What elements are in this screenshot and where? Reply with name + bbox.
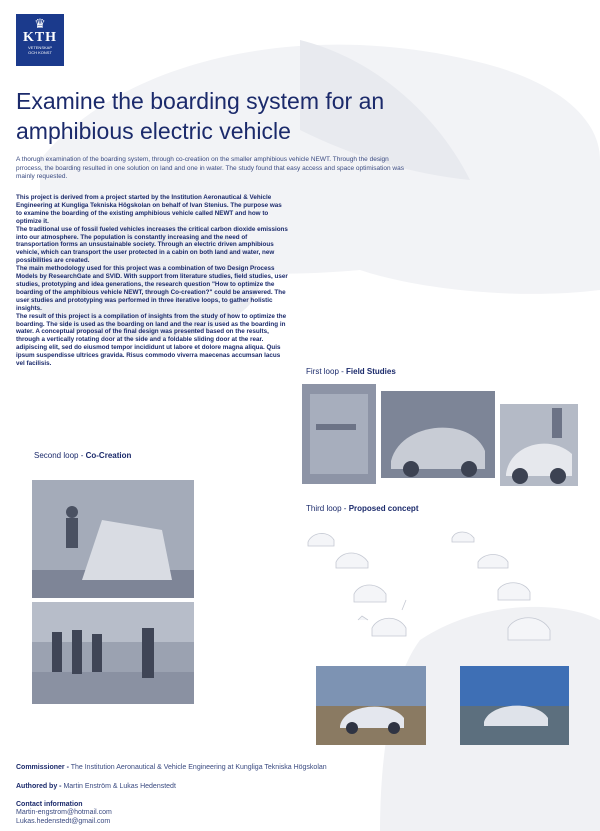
field-study-photo-2 xyxy=(381,391,495,478)
body-paragraph: adipiscing elit, sed do eiusmod tempor incididunt ut labore et dolore magna aliqua. Quis ipsum suspendisse ultrices gravida. Risus commodo viverra maecenas accumsan lacus vel facilisis. xyxy=(16,344,281,368)
authors-label: Authored by - xyxy=(16,783,62,790)
field-study-photo-3 xyxy=(500,404,578,486)
commissioner-line xyxy=(16,764,327,771)
contact-email-1[interactable]: Martin-engstrom@hotmail.com xyxy=(16,809,112,816)
section-third-loop xyxy=(306,504,418,513)
logo-subtext-2: OCH KONST xyxy=(28,50,52,55)
section-prefix: First loop - xyxy=(306,367,347,376)
commissioner-label: Commissioner - xyxy=(16,764,69,771)
co-creation-photo-1 xyxy=(32,480,194,598)
logo-subtext-1: VETENSKAP xyxy=(27,45,52,50)
concept-render-water xyxy=(460,666,569,745)
section-first-loop xyxy=(306,367,396,376)
co-creation-photo-2 xyxy=(32,602,194,704)
body-paragraph: The main methodology used for this project was a combination of two Design Process Models by ResearchGate and SVID. With support from literature studies, field studies, user studies, prototyping and idea generations, the research question "How to optimize the boarding of the amphibious vehicle NEWT, through Co-creation?" could be answered. The user studies and prototyping was performed in three iterative loops, to gather holistic insights. xyxy=(16,265,288,312)
section-prefix: Second loop - xyxy=(34,451,86,460)
authors-value: Martin Enström & Lukas Hedenstedt xyxy=(63,783,176,790)
section-prefix: Third loop - xyxy=(306,504,349,513)
commissioner-value: The Institution Aeronautical & Vehicle Engineering at Kungliga Tekniska Högskolan xyxy=(70,764,327,771)
section-name: Proposed concept xyxy=(348,504,419,513)
kth-logo xyxy=(16,14,64,66)
body-paragraph: The traditional use of fossil fueled vehicles increases the critical carbon dioxide emissions into our atmosphere. The population is constantly increasing and the need of transportation forms an unsustainable society. Through an electric driven amphibious vehicle, which can transport the user protected in a cabin on both land and water, new possibilities are created. xyxy=(16,225,288,265)
contact-email-2[interactable]: Lukas.hedenstedt@gmail.com xyxy=(16,818,111,825)
logo-text: KTH xyxy=(22,30,58,45)
body-text xyxy=(16,194,288,368)
crown-icon: ♛ xyxy=(34,16,46,31)
contact-label: Contact information xyxy=(16,801,83,808)
section-second-loop xyxy=(34,451,131,460)
body-paragraph: This project is derived from a project started by the Institution Aeronautical & Vehicle Engineering at Kungliga Tekniska Högskolan on behalf of Ivan Stenius. The purpose was to examine the boarding of the existing amphibious vehicle called NEWT and how to optimize it. xyxy=(16,194,282,225)
section-name: Co-Creation xyxy=(85,451,132,460)
field-study-photo-1 xyxy=(302,384,376,484)
concept-sketches xyxy=(298,520,588,670)
intro-paragraph: A thorugh examination of the boarding system, through co-creatiion on the smaller amphibious vehicle NEWT. Through the design prrocess, the boarding resulted in one solution on land and one in water. The study found that easy access and space optimisation was mainly requested. xyxy=(16,156,404,181)
body-paragraph: The result of this project is a compilation of insights from the study of how to optimize the boarding. The side is used as the boarding on land and the rear is used as the boarding in water. A conceptual proposal of the final design was presented based on the results, through a vertically rotating door at the side and a foldable sliding door at the rear. xyxy=(16,312,287,344)
poster-title: Examine the boarding system for an amphibious electric vehicle xyxy=(16,88,385,144)
contact-block xyxy=(16,801,112,826)
concept-render-land xyxy=(316,666,426,745)
section-name: Field Studies xyxy=(346,367,396,376)
authors-line xyxy=(16,783,176,790)
